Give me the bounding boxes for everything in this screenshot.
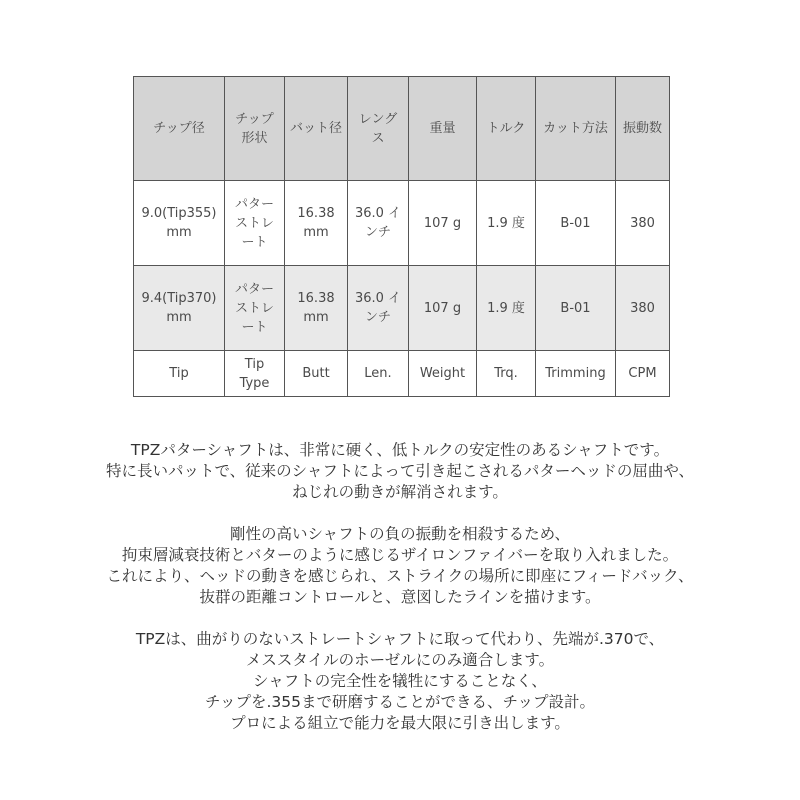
description — [0, 440, 800, 755]
cell-frequency: 380 — [616, 181, 670, 266]
description-line: 剛性の高いシャフトの負の振動を相殺するため、 — [229, 525, 571, 543]
cell-length: 36.0 イ ンチ — [348, 181, 409, 266]
label-tip-type: Tip Type — [225, 351, 285, 397]
label-cpm: CPM — [616, 351, 670, 397]
table-row — [134, 181, 670, 266]
description-paragraph-2 — [0, 524, 800, 608]
cell-trimming: B-01 — [536, 181, 616, 266]
cell-torque: 1.9 度 — [477, 266, 536, 351]
description-line: メススタイルのホーゼルにのみ適合します。 — [245, 651, 555, 669]
description-paragraph-1 — [0, 440, 800, 503]
description-line: 特に長いパットで、従来のシャフトによって引き起こされるパターヘッドの屈曲や、 — [105, 462, 695, 480]
label-torque: Trq. — [477, 351, 536, 397]
description-line: プロによる組立で能力を最大限に引き出します。 — [230, 714, 570, 732]
header-weight: 重量 — [409, 77, 477, 181]
cell-butt-diameter: 16.38 mm — [285, 266, 348, 351]
description-paragraph-3 — [0, 629, 800, 734]
cell-weight: 107 g — [409, 181, 477, 266]
header-torque: トルク — [477, 77, 536, 181]
description-line: TPZは、曲がりのないストレートシャフトに取って代わり、先端が.370で、 — [135, 630, 665, 648]
description-line: これにより、ヘッドの動きを感じられ、ストライクの場所に即座にフィードバック、 — [106, 567, 694, 585]
header-frequency: 振動数 — [616, 77, 670, 181]
cell-weight: 107 g — [409, 266, 477, 351]
description-line: ねじれの動きが解消されます。 — [292, 483, 508, 501]
label-butt: Butt — [285, 351, 348, 397]
header-butt-diameter: バット径 — [285, 77, 348, 181]
description-line: 抜群の距離コントロールと、意図したラインを描けます。 — [199, 588, 601, 606]
cell-tip-diameter: 9.0(Tip355) mm — [134, 181, 225, 266]
cell-length: 36.0 イ ンチ — [348, 266, 409, 351]
description-line: シャフトの完全性を犠牲にすることなく、 — [253, 672, 547, 690]
label-trimming: Trimming — [536, 351, 616, 397]
cell-torque: 1.9 度 — [477, 181, 536, 266]
header-trimming: カット方法 — [536, 77, 616, 181]
cell-frequency: 380 — [616, 266, 670, 351]
description-line: 拘束層減衰技術とバターのように感じるザイロンファイバーを取り入れました。 — [121, 546, 679, 564]
description-line: チップを.355まで研磨することができる、チップ設計。 — [204, 693, 596, 711]
table-english-row — [134, 351, 670, 397]
cell-tip-shape: パター ストレ ート — [225, 181, 285, 266]
table-header-row — [134, 77, 670, 181]
header-tip-diameter: チップ径 — [134, 77, 225, 181]
spec-table — [133, 76, 670, 397]
label-tip: Tip — [134, 351, 225, 397]
label-length: Len. — [348, 351, 409, 397]
cell-tip-diameter: 9.4(Tip370) mm — [134, 266, 225, 351]
table-row — [134, 266, 670, 351]
header-tip-shape: チップ 形状 — [225, 77, 285, 181]
label-weight: Weight — [409, 351, 477, 397]
cell-trimming: B-01 — [536, 266, 616, 351]
cell-butt-diameter: 16.38 mm — [285, 181, 348, 266]
description-line: TPZパターシャフトは、非常に硬く、低トルクの安定性のあるシャフトです。 — [130, 441, 670, 459]
cell-tip-shape: パター ストレ ート — [225, 266, 285, 351]
header-length: レング ス — [348, 77, 409, 181]
